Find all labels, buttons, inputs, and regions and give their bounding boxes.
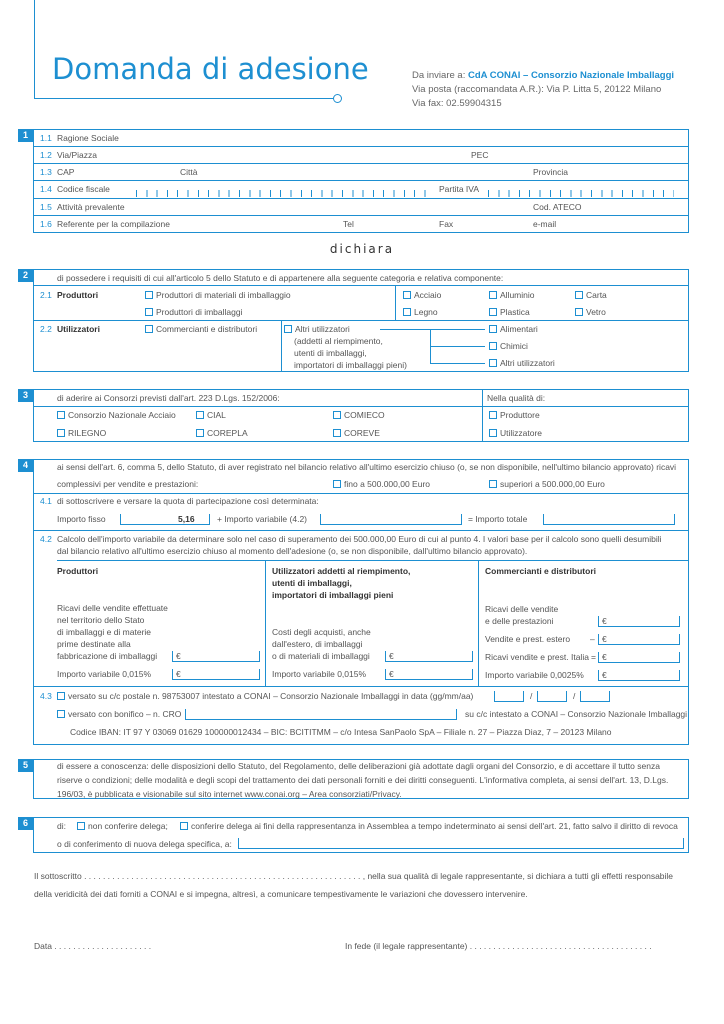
produttori-materiali-checkbox[interactable] — [145, 290, 291, 300]
field-number: 1.2 — [40, 150, 52, 160]
tel-label[interactable]: Tel — [343, 219, 354, 229]
codice-fiscale-ticks[interactable] — [136, 190, 426, 197]
checkbox-label: Chimici — [500, 341, 528, 351]
euro-sign: € — [602, 634, 607, 644]
col2-importo-label: Importo variabile 0,015% — [272, 669, 367, 679]
checkbox-label: conferire delega ai fini della rappresentanza in Assemblea a tempo indeterminato ai sensi dell'art. 21, fatto salvo il diritto di revoca — [191, 821, 678, 831]
divider — [34, 180, 688, 181]
corepla-checkbox[interactable] — [196, 428, 248, 438]
field-number: 1.4 — [40, 184, 52, 194]
checkbox-icon[interactable] — [196, 411, 204, 419]
citta-label[interactable]: Città — [180, 167, 198, 177]
checkbox-icon[interactable] — [196, 429, 204, 437]
attivita-label[interactable]: Attività prevalente — [57, 202, 125, 212]
field-number: 2.1 — [40, 290, 52, 300]
divider — [34, 146, 688, 147]
col3-estero-field[interactable] — [598, 634, 680, 645]
col1-text-3: di imballaggi e di materie — [57, 627, 152, 637]
section-5-line: 196/03, è pubblicata e visionabile sul sito internet www.conai.org – Area consorziati/Privacy. — [57, 789, 402, 799]
checkbox-label: Altri utilizzatori — [295, 324, 350, 334]
divider — [281, 320, 282, 372]
checkbox-icon[interactable] — [180, 822, 188, 830]
send-post: Via posta (raccomandata A.R.): Via P. Litta 5, 20122 Milano — [412, 84, 662, 95]
via-piazza-label[interactable]: Via/Piazza — [57, 150, 98, 160]
checkbox-icon[interactable] — [57, 429, 65, 437]
checkbox-icon[interactable] — [403, 291, 411, 299]
col2-text-2: dall'estero, di imballaggi — [272, 639, 363, 649]
col1-importo-field[interactable] — [172, 669, 260, 680]
col1-ricavi-field[interactable] — [172, 651, 260, 662]
field-number: 1.3 — [40, 167, 52, 177]
utilizzatore-checkbox[interactable] — [489, 428, 542, 438]
section-5-line: di essere a conoscenza: delle disposizioni dello Statuto, del Regolamento, delle deliberazioni già adottate dagli organi del Consorzio, e di accettare il tutto senza — [57, 761, 660, 771]
col3-heading: Commercianti e distributori — [485, 566, 596, 576]
non-conferire-checkbox[interactable] — [77, 821, 168, 831]
col1-text-2: nel territorio dello Stato — [57, 615, 145, 625]
section-2-intro: di possedere i requisiti di cui all'articolo 5 dello Statuto e di appartenere alla seguente categoria e relativa componente: — [57, 273, 504, 283]
section-3-intro: di aderire ai Consorzi previsti dall'art. 223 D.Lgs. 152/2006: — [57, 393, 280, 403]
section-4-number: 4 — [18, 459, 33, 472]
divider — [34, 215, 688, 216]
field-number: 4.2 — [40, 534, 52, 544]
checkbox-label: Produttori di materiali di imballaggio — [156, 290, 291, 300]
send-to: CdA CONAI – Consorzio Nazionale Imballaggi — [467, 70, 675, 81]
carta-checkbox[interactable] — [575, 290, 607, 300]
checkbox-label: Produttore — [500, 410, 540, 420]
calcolo-line-2: dal bilancio relativo all'ultimo esercizio chiuso al momento dell'adesione (o, se non disponibile, dall'ultimo bilancio approvato). — [57, 546, 528, 556]
checkbox-label: RILEGNO — [68, 428, 107, 438]
delega-line-2: o di conferimento di nuova delega specifica, a: — [57, 839, 232, 849]
checkbox-icon[interactable] — [284, 325, 292, 333]
plastica-checkbox[interactable] — [489, 307, 530, 317]
minus-sign: – — [590, 634, 595, 644]
divider — [478, 560, 479, 686]
delega-field[interactable] — [238, 838, 684, 849]
checkbox-icon[interactable] — [57, 710, 65, 718]
col2-text-1: Costi degli acquisti, anche — [272, 627, 371, 637]
checkbox-label: Utilizzatore — [500, 428, 543, 438]
comieco-checkbox[interactable] — [333, 410, 385, 420]
provincia-label[interactable]: Provincia — [533, 167, 568, 177]
qualita-label: Nella qualità di: — [487, 393, 546, 403]
checkbox-label: Consorzio Nazionale Acciaio — [68, 410, 176, 420]
importo-variabile-label: + Importo variabile (4.2) — [217, 514, 307, 524]
checkbox-icon[interactable] — [489, 429, 497, 437]
pec-label[interactable]: PEC — [471, 150, 489, 160]
col3-text-1: Ricavi delle vendite — [485, 604, 559, 614]
importo-totale-field[interactable] — [543, 514, 675, 525]
commercianti-checkbox[interactable] — [145, 324, 257, 334]
fino-500k-checkbox[interactable] — [333, 479, 430, 489]
divider — [34, 530, 688, 531]
divider — [34, 285, 688, 286]
field-number: 2.2 — [40, 324, 52, 334]
date-slash: / — [530, 691, 533, 701]
checkbox-icon[interactable] — [489, 411, 497, 419]
checkbox-icon[interactable] — [489, 342, 497, 350]
send-info — [412, 69, 674, 111]
col3-importo-field[interactable] — [598, 670, 680, 681]
partita-iva-label[interactable]: Partita IVA — [439, 184, 479, 194]
page-title: Domanda di adesione — [52, 52, 369, 86]
field-number: 1.5 — [40, 202, 52, 212]
email-label[interactable]: e-mail — [533, 219, 557, 229]
section-1-box — [33, 129, 689, 233]
iban-text: Codice IBAN: IT 97 Y 03069 01629 100000012434 – BIC: BCITITMM – c/o Intesa SanPaolo SpA – Filiale n. 27 – Piazza Diaz, 7 – 20123 Milano — [70, 727, 612, 737]
divider — [34, 686, 688, 687]
divider — [395, 285, 396, 320]
section-3-number: 3 — [18, 389, 33, 402]
checkbox-label: Commercianti e distributori — [156, 324, 258, 334]
field-number: 1.6 — [40, 219, 52, 229]
checkbox-icon[interactable] — [489, 480, 497, 488]
checkbox-label: COREVE — [344, 428, 380, 438]
checkbox-label: Produttori di imballaggi — [156, 307, 243, 317]
checkbox-icon[interactable] — [575, 308, 583, 316]
col3-importo-label: Importo variabile 0,0025% — [485, 670, 584, 680]
importo-fisso-value: 5,16 — [178, 514, 195, 524]
checkbox-icon[interactable] — [145, 308, 153, 316]
col1-text-1: Ricavi delle vendite effettuate — [57, 603, 168, 613]
rilegno-checkbox[interactable] — [57, 428, 106, 438]
sottoscritto-line-1[interactable]: Il sottoscritto . . . . . . . . . . . . . . . . . . . . . . . . . . . . . . . . . . . . . . . . . . . . . . . . . . . . . . . . . . . , nella sua qualità di legale rappresentante, si dichiara a tutti gli effetti responsabile — [34, 871, 674, 881]
euro-sign: € — [389, 669, 394, 679]
date-year-field[interactable] — [580, 691, 610, 702]
col3-text-3: Vendite e prest. estero — [485, 634, 571, 644]
ateco-label[interactable]: Cod. ATECO — [533, 202, 582, 212]
utilizzatori-label: Utilizzatori — [57, 324, 100, 334]
checkbox-label: Alluminio — [500, 290, 535, 300]
col3-text-2: e delle prestazioni — [485, 616, 554, 626]
checkbox-icon[interactable] — [489, 325, 497, 333]
checkbox-label: versato con bonifico – n. CRO — [68, 709, 182, 719]
cro-field[interactable] — [185, 709, 457, 720]
calcolo-line-1: Calcolo dell'importo variabile da determinare solo nel caso di superamento dei 500.000,00 Euro di cui al punto 4. I valori base per il calcolo sono quelli desumibili — [57, 534, 662, 544]
divider — [34, 320, 688, 321]
euro-sign: € — [176, 651, 181, 661]
checkbox-label: COREPLA — [207, 428, 248, 438]
importo-fisso-label: Importo fisso — [57, 514, 106, 524]
altri-note-1: (addetti al riempimento, — [294, 336, 383, 346]
checkbox-icon[interactable] — [145, 291, 153, 299]
date-month-field[interactable] — [537, 691, 567, 702]
cap-label[interactable]: CAP — [57, 167, 75, 177]
checkbox-icon[interactable] — [333, 480, 341, 488]
alluminio-checkbox[interactable] — [489, 290, 535, 300]
divider — [265, 560, 266, 686]
section-5-line: riserve o condizioni; delle modalità e degli scopi del trattamento dei dati personali forniti e dei diritti conseguenti. L'informativa completa, ai sensi dell'art. 13, D.Lgs. — [57, 775, 669, 785]
in-fede-signature[interactable]: In fede (il legale rappresentante) . . . . . . . . . . . . . . . . . . . . . . . . . . . . . . . . . . . . . . . — [345, 941, 652, 951]
ragione-sociale-label[interactable]: Ragione Sociale — [57, 133, 119, 143]
divider — [34, 493, 688, 494]
altri-checkbox[interactable] — [489, 358, 555, 368]
equals-sign: = — [591, 652, 596, 662]
section-4-intro-2: complessivi per vendite e prestazioni: — [57, 479, 199, 489]
coreve-checkbox[interactable] — [333, 428, 380, 438]
checkbox-icon[interactable] — [489, 359, 497, 367]
connector — [380, 329, 430, 330]
section-4-intro-1: ai sensi dell'art. 6, comma 5, dello Statuto, di aver registrato nel bilancio relativo all'ultimo esercizio chiuso (o, se non disponibile, nell'ultimo bilancio approvato) ricavi — [57, 462, 677, 472]
date-day-field[interactable] — [494, 691, 524, 702]
legno-checkbox[interactable] — [403, 307, 438, 317]
connector — [430, 346, 485, 347]
field-number: 1.1 — [40, 133, 52, 143]
checkbox-label: CIAL — [207, 410, 226, 420]
checkbox-icon[interactable] — [57, 692, 65, 700]
oltre-500k-checkbox[interactable] — [489, 479, 605, 489]
euro-sign: € — [602, 670, 607, 680]
dichiara-heading: dichiara — [329, 242, 395, 256]
versato-postale-checkbox[interactable] — [57, 691, 473, 701]
di-label: di: — [57, 821, 66, 831]
section-6-number: 6 — [18, 817, 33, 830]
checkbox-label: COMIECO — [344, 410, 385, 420]
checkbox-icon[interactable] — [333, 411, 341, 419]
checkbox-icon[interactable] — [333, 429, 341, 437]
conferire-delega-checkbox[interactable] — [180, 821, 678, 831]
bonifico-intestato: su c/c intestato a CONAI – Consorzio Nazionale Imballaggi — [465, 709, 688, 719]
send-prefix: Da inviare a: — [412, 70, 466, 81]
header-frame-underline — [34, 98, 334, 99]
connector — [430, 329, 485, 330]
importo-totale-label: = Importo totale — [468, 514, 528, 524]
divider — [34, 406, 688, 407]
fax-label[interactable]: Fax — [439, 219, 454, 229]
produttori-imballaggi-checkbox[interactable] — [145, 307, 242, 317]
divider — [34, 163, 688, 164]
cial-checkbox[interactable] — [196, 410, 226, 420]
divider — [57, 560, 688, 561]
altri-note-3: importatori di imballaggi pieni) — [294, 360, 407, 370]
checkbox-label: non conferire delega; — [88, 821, 168, 831]
checkbox-icon[interactable] — [489, 308, 497, 316]
header-frame-dot — [333, 94, 342, 103]
col2-heading-2: utenti di imballaggi, — [272, 578, 352, 588]
checkbox-label: Altri utilizzatori — [500, 358, 555, 368]
col-produttori-heading: Produttori — [57, 566, 99, 576]
checkbox-label: fino a 500.000,00 Euro — [344, 479, 431, 489]
col2-text-3: o di materiali di imballaggi — [272, 651, 370, 661]
euro-sign: € — [389, 651, 394, 661]
produttori-label: Produttori — [57, 290, 99, 300]
vetro-checkbox[interactable] — [575, 307, 606, 317]
acciaio-checkbox[interactable] — [403, 290, 441, 300]
field-number: 4.3 — [40, 691, 52, 701]
partita-iva-ticks[interactable] — [488, 190, 674, 197]
col1-importo-label: Importo variabile 0,015% — [57, 669, 152, 679]
sottoscritto-line-2: della veridicità dei dati forniti a CONAI e si impegna, altresì, a comunicare tempestivamente le variazioni che dovessero intervenire. — [34, 889, 528, 899]
checkbox-icon[interactable] — [77, 822, 85, 830]
altri-utilizzatori-checkbox[interactable] — [284, 324, 350, 334]
date-slash: / — [573, 691, 576, 701]
field-number: 4.1 — [40, 496, 52, 506]
checkbox-icon[interactable] — [403, 308, 411, 316]
col3-text-4: Ricavi vendite e prest. Italia — [485, 652, 589, 662]
checkbox-icon[interactable] — [145, 325, 153, 333]
col2-costi-field[interactable] — [385, 651, 473, 662]
chimici-checkbox[interactable] — [489, 341, 528, 351]
checkbox-icon[interactable] — [57, 411, 65, 419]
checkbox-label: Acciaio — [414, 290, 442, 300]
checkbox-label: Alimentari — [500, 324, 538, 334]
altri-note-2: utenti di imballaggi, — [294, 348, 367, 358]
data-signature[interactable]: Data . . . . . . . . . . . . . . . . . . . . . — [34, 941, 152, 951]
section-5-number: 5 — [18, 759, 33, 772]
euro-sign: € — [602, 616, 607, 626]
col3-italia-field[interactable] — [598, 652, 680, 663]
section-1-number: 1 — [18, 129, 33, 142]
col2-heading-3: importatori di imballaggi pieni — [272, 590, 394, 600]
divider — [482, 389, 483, 442]
checkbox-label: superiori a 500.000,00 Euro — [500, 479, 605, 489]
checkbox-label: Plastica — [500, 307, 530, 317]
connector — [430, 363, 485, 364]
checkbox-label: Vetro — [586, 307, 606, 317]
alimentari-checkbox[interactable] — [489, 324, 538, 334]
col3-ricavi-field[interactable] — [598, 616, 680, 627]
header-frame-line — [34, 0, 35, 98]
quota-label: di sottoscrivere e versare la quota di partecipazione così determinata: — [57, 496, 319, 506]
section-2-number: 2 — [18, 269, 33, 282]
checkbox-label: Carta — [586, 290, 607, 300]
checkbox-icon[interactable] — [575, 291, 583, 299]
codice-fiscale-label[interactable]: Codice fiscale — [57, 184, 110, 194]
euro-sign: € — [602, 652, 607, 662]
checkbox-label: Legno — [414, 307, 438, 317]
checkbox-icon[interactable] — [489, 291, 497, 299]
col2-heading-1: Utilizzatori addetti al riempimento, — [272, 566, 411, 576]
checkbox-label: versato su c/c postale n. 98753007 intestato a CONAI – Consorzio Nazionale Imballaggi in data (gg/mm/aa) — [68, 691, 474, 701]
produttore-checkbox[interactable] — [489, 410, 540, 420]
referente-label[interactable]: Referente per la compilazione — [57, 219, 170, 229]
col1-text-5: fabbricazione di imballaggi — [57, 651, 158, 661]
divider — [34, 198, 688, 199]
importo-fisso-field[interactable] — [120, 514, 210, 525]
send-fax: Via fax: 02.59904315 — [412, 98, 502, 109]
col2-importo-field[interactable] — [385, 669, 473, 680]
section-5-text — [57, 759, 685, 801]
versato-bonifico-checkbox[interactable] — [57, 709, 181, 719]
euro-sign: € — [176, 669, 181, 679]
importo-variabile-field[interactable] — [320, 514, 462, 525]
col1-text-4: prime destinate alla — [57, 639, 131, 649]
conai-acciaio-checkbox[interactable] — [57, 410, 176, 420]
